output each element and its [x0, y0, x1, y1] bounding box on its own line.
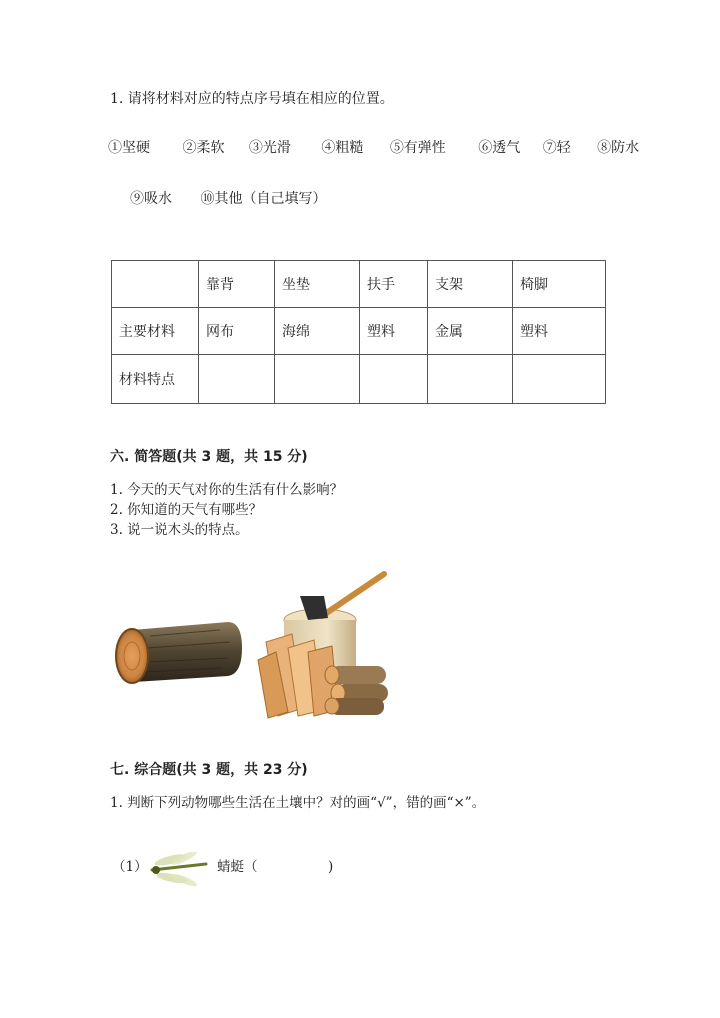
table-cell: 金属 — [428, 308, 513, 355]
option-8: ⑧防水 — [597, 140, 640, 156]
item-index: （1） — [112, 859, 148, 875]
option-6: ⑥透气 — [478, 140, 521, 156]
table-cell: 塑料 — [513, 308, 606, 355]
table-cell: 主要材料 — [112, 308, 199, 355]
table-cell: 海绵 — [275, 308, 360, 355]
table-cell — [112, 261, 199, 308]
option-2: ②柔软 — [182, 140, 225, 156]
option-5: ⑤有弹性 — [389, 140, 446, 156]
table-cell: 椅脚 — [513, 261, 606, 308]
table-cell: 材料特点 — [112, 355, 199, 404]
item-close: ) — [328, 859, 334, 875]
section-6-title: 六. 简答题(共 3 题，共 15 分) — [110, 449, 308, 465]
materials-table — [111, 260, 606, 404]
axe-firewood-image — [252, 570, 397, 720]
table-cell: 坐垫 — [275, 261, 360, 308]
option-1: ①坚硬 — [108, 140, 150, 156]
option-9: ⑨吸水 — [130, 191, 172, 207]
question-text: 2. 你知道的天气有哪些？ — [110, 502, 263, 518]
answer-cell[interactable] — [275, 355, 360, 404]
section-7-question-1: 1. 判断下列动物哪些生活在土壤中？对的画“√”，错的画“×”。 — [110, 795, 486, 811]
option-3: ③光滑 — [248, 140, 291, 156]
table-cell: 扶手 — [360, 261, 428, 308]
answer-cell[interactable] — [428, 355, 513, 404]
table-header-row — [112, 261, 606, 308]
section-7-title: 七. 综合题(共 3 题，共 23 分) — [110, 762, 308, 778]
question-1-prompt: 1. 请将材料对应的特点序号填在相应的位置。 — [110, 91, 394, 107]
table-row — [112, 355, 606, 404]
question-text: 3. 说一说木头的特点。 — [110, 522, 249, 538]
dragonfly-image — [148, 852, 208, 888]
table-cell: 塑料 — [360, 308, 428, 355]
item-name: 蜻蜓（ — [217, 859, 258, 875]
answer-cell[interactable] — [199, 355, 275, 404]
option-7: ⑦轻 — [542, 140, 571, 156]
option-4: ④粗糙 — [321, 140, 364, 156]
table-cell: 靠背 — [199, 261, 275, 308]
question-text: 1. 今天的天气对你的生活有什么影响？ — [110, 482, 344, 498]
table-cell: 支架 — [428, 261, 513, 308]
options-row-2 — [130, 188, 326, 208]
options-row-1 — [108, 137, 639, 157]
table-row — [112, 308, 606, 355]
log-image — [110, 618, 245, 690]
answer-cell[interactable] — [360, 355, 428, 404]
table-cell: 网布 — [199, 308, 275, 355]
section-6-questions — [110, 480, 343, 540]
answer-blank[interactable] — [262, 856, 324, 876]
answer-cell[interactable] — [513, 355, 606, 404]
option-10: ⑩其他（自己填写） — [200, 191, 327, 207]
